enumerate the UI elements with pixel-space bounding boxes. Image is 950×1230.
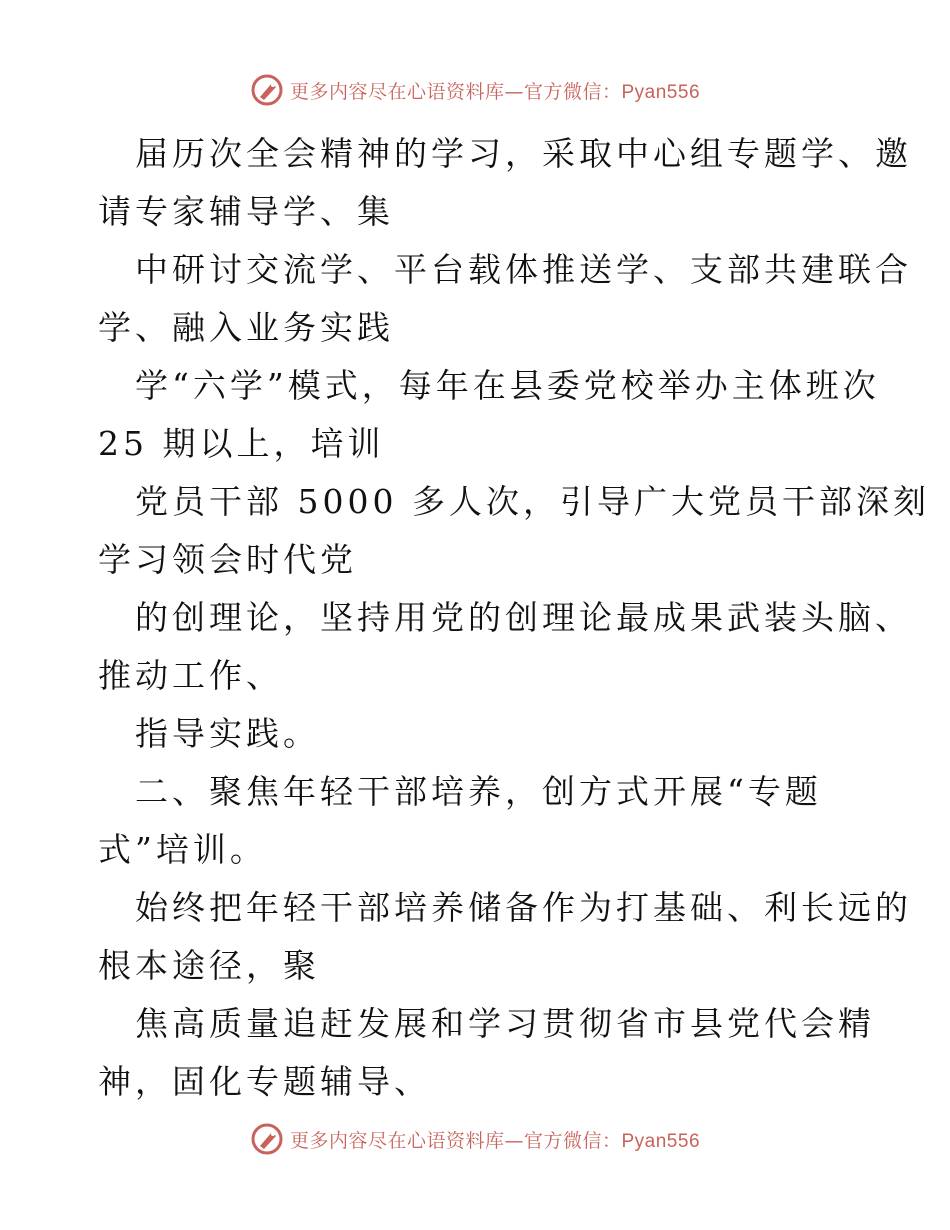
wechat-id: Pyan556	[621, 1130, 701, 1152]
text-line: 指导实践。	[135, 714, 320, 753]
text-line: 神，固化专题辅导、	[98, 1062, 431, 1101]
section-heading: 二、聚焦年轻干部培养，创方式开展“专题	[135, 772, 822, 811]
text-line: 请专家辅导学、集	[98, 192, 394, 231]
watermark-banner-top	[0, 70, 950, 110]
text-line: 中研讨交流学、平台载体推送学、支部共建联合	[135, 250, 912, 289]
watermark-banner-bottom	[0, 1119, 950, 1159]
text-line: 的创理论，坚持用党的创理论最成果武装头脑、	[135, 598, 912, 637]
text-line: 届历次全会精神的学习，采取中心组专题学、邀	[135, 134, 912, 173]
text-line: 始终把年轻干部培养储备作为打基础、利长远的	[135, 888, 912, 927]
watermark-text: 更多内容尽在心语资料库—官方微信：Pyan556	[289, 1129, 701, 1152]
wechat-id: Pyan556	[621, 81, 701, 103]
text-line: 根本途径，聚	[98, 946, 320, 985]
text-line: 焦高质量追赶发展和学习贯彻省市县党代会精	[135, 1004, 875, 1043]
text-line: 推动工作、	[98, 656, 283, 695]
watermark-text: 更多内容尽在心语资料库—官方微信：Pyan556	[289, 80, 701, 103]
text-line: 学、融入业务实践	[98, 308, 394, 347]
section-heading-continued: 式”培训。	[98, 830, 267, 869]
text-line: 学“六学”模式，每年在县委党校举办主体班次	[135, 366, 880, 405]
text-line: 党员干部 5000 多人次，引导广大党员干部深刻	[135, 482, 930, 521]
text-line: 25 期以上，培训	[98, 424, 385, 463]
text-line: 学习领会时代党	[98, 540, 357, 579]
pen-nib-logo-icon	[250, 73, 284, 107]
pen-nib-logo-icon	[250, 1122, 284, 1156]
document-body	[98, 125, 930, 1111]
